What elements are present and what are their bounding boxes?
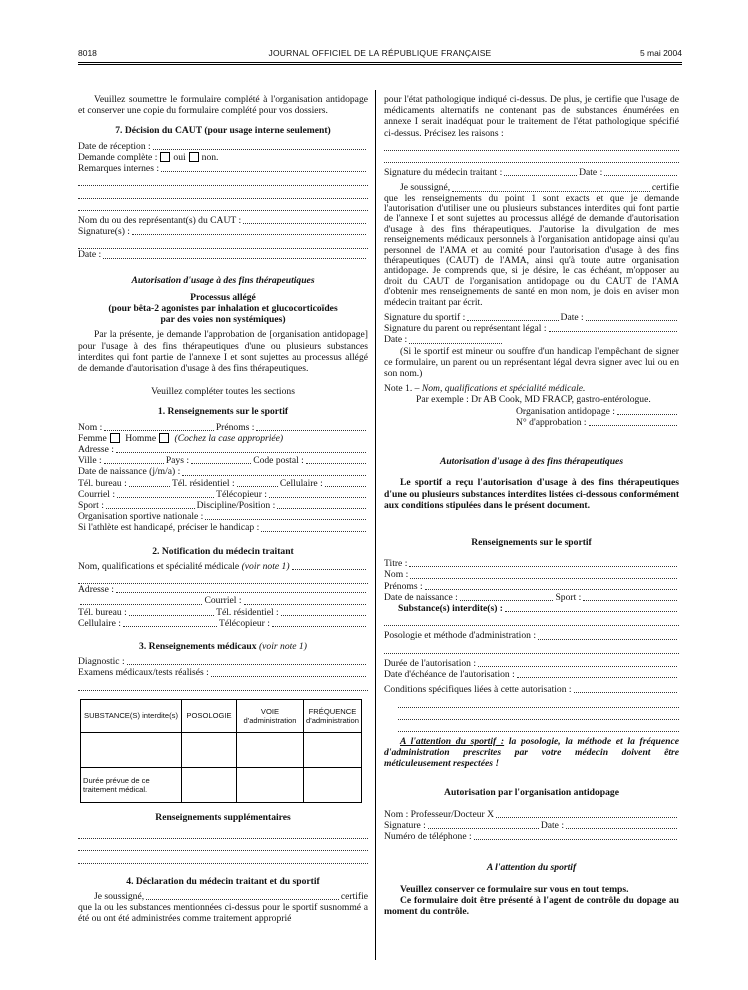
intro-text: Veuillez soumettre le formulaire complété à l'organisation antidopage et conserver une copie du formulaire complété pour vos dossiers. [78, 94, 368, 117]
note-1: Note 1. – Nom, qualifications et spécialité médicale. [384, 383, 586, 395]
org-nat-field[interactable]: Organisation sportive nationale : [78, 511, 368, 522]
journal-title: JOURNAL OFFICIEL DE LA RÉPUBLIQUE FRANÇAISE [268, 48, 492, 58]
sig-sportif-row: Signature du sportif : Date : [384, 312, 679, 323]
page-header [78, 46, 682, 60]
left-column [78, 94, 368, 924]
aut-org-title: Autorisation par l'organisation antidopage [444, 787, 619, 799]
adresse2-field[interactable]: Adresse : [78, 584, 368, 595]
ville-row: Ville : Pays : Code postal : [78, 455, 368, 466]
telecopieur2-input[interactable] [272, 618, 366, 627]
nom-prof-field[interactable]: Nom : Professeur/Docteur X [384, 809, 679, 820]
table-row [81, 767, 362, 802]
section-2-title: 2. Notification du médecin traitant [152, 545, 294, 557]
homme-checkbox[interactable] [159, 433, 169, 443]
cell-voie[interactable] [237, 732, 304, 767]
cont-text: pour l'état pathologique indiqué ci-dessus. De plus, je certifie que l'usage de médicaments alternatifs ne contenant pas de substances énumérées en annexe I serait inadéquat pour le traitement de l'état pathologique spécifié ci-dessus. Précisez les raisons : [384, 94, 679, 139]
sport-row: Sport : Discipline/Position : [78, 500, 368, 511]
column-divider [375, 90, 376, 960]
femme-checkbox[interactable] [110, 433, 120, 443]
cell-substance[interactable] [81, 732, 182, 767]
remarques-line[interactable] [78, 174, 368, 186]
discipline-input[interactable] [277, 500, 366, 509]
num-approbation-field[interactable]: N° d'approbation : [384, 417, 679, 428]
adresse-field[interactable]: Adresse : [78, 444, 368, 455]
sport-input-right[interactable] [583, 592, 677, 601]
tel2-row: Tél. bureau : Tél. résidentiel : [78, 607, 368, 618]
cell-frequence[interactable] [304, 732, 362, 767]
recu-text: Le sportif a reçu l'autorisation d'usage à des fins thérapeutiques d'une ou plusieurs substances interdites listées ci-dessous conformément aux conditions stipulées dans le présent document. [384, 477, 680, 511]
titre-field[interactable]: Titre : [384, 558, 679, 569]
date-sportif-input[interactable] [586, 312, 677, 321]
pays-input[interactable] [191, 455, 251, 464]
nom-prenoms-row: Nom : Prénoms : [78, 422, 368, 433]
tel-res2-input[interactable] [281, 607, 366, 616]
tel-res-input[interactable] [237, 478, 278, 487]
naissance-sport-row: Date de naissance : Sport : [384, 592, 679, 603]
naissance-field[interactable]: Date de naissance (j/m/a) : [78, 466, 368, 477]
proc-title: Processus allégé [190, 291, 256, 303]
table-row [81, 732, 362, 767]
courriel-row: Courriel : Télécopieur : [78, 489, 368, 500]
section-1-title: 1. Renseignements sur le sportif [157, 406, 289, 418]
cellulaire-input[interactable] [325, 478, 366, 487]
prenoms-field[interactable]: Prénoms : [384, 581, 679, 592]
conditions-line[interactable] [398, 720, 679, 732]
cell-duree-posologie[interactable] [182, 767, 237, 802]
naissance-input[interactable] [460, 592, 554, 601]
issue-date: 5 mai 2004 [639, 48, 682, 58]
cell-posologie[interactable] [182, 732, 237, 767]
oui-checkbox[interactable] [160, 152, 170, 162]
table-header-row [81, 699, 362, 732]
suppl-line[interactable] [78, 851, 368, 863]
header-voie: VOIE d'administration [237, 699, 304, 732]
raisons-line[interactable] [384, 151, 679, 163]
tel-bureau2-input[interactable] [129, 607, 214, 616]
header-rule-2 [78, 64, 682, 65]
je-soussigne-field[interactable]: Je soussigné, certifie [94, 890, 368, 902]
echeance-field[interactable]: Date d'échéance de l'autorisation : [384, 669, 679, 680]
remarques-line[interactable] [78, 199, 368, 211]
examens-line[interactable] [78, 679, 368, 691]
conditions-field[interactable]: Conditions spécifiques liées à cette autorisation : [384, 684, 679, 695]
cellulaire2-input[interactable] [123, 618, 217, 627]
attention-title: A l'attention du sportif [486, 862, 577, 874]
right-column [384, 94, 679, 917]
sig-medecin-input[interactable] [504, 167, 577, 176]
page-number: 8018 [78, 48, 97, 58]
date-medecin-input[interactable] [604, 167, 677, 176]
nom-input[interactable] [104, 422, 214, 431]
cell-duree-label: Durée prévue de ce traitement médical. [81, 767, 182, 802]
nom-qualif-field[interactable]: Nom, qualifications et spécialité médicale (voir note 1) [78, 561, 368, 572]
diagnostic-field[interactable]: Diagnostic : [78, 656, 368, 667]
remarques-line[interactable] [78, 186, 368, 198]
ville-input[interactable] [104, 455, 164, 464]
aut-title-right: Autorisation d'usage à des fins thérapeutiques [439, 456, 624, 468]
prenoms-input[interactable] [256, 422, 366, 431]
suppl-line[interactable] [78, 827, 368, 839]
handicap-field[interactable]: Si l'athlète est handicapé, préciser le handicap : [78, 522, 368, 533]
telephone-field[interactable]: Numéro de téléphone : [384, 831, 679, 842]
posologie-field[interactable]: Posologie et méthode d'administration : [384, 630, 679, 641]
non-checkbox[interactable] [189, 152, 199, 162]
sig-medecin-row: Signature du médecin traitant : Date : [384, 167, 679, 178]
code-postal-input[interactable] [306, 455, 366, 464]
exemple-text: Par exemple : Dr AB Cook, MD FRACP, gastro-entérologue. [416, 394, 651, 406]
section-7-title: 7. Décision du CAUT (pour usage interne seulement) [115, 125, 331, 137]
conditions-line[interactable] [398, 708, 679, 720]
suppl-line[interactable] [78, 839, 368, 851]
courriel2-field[interactable]: Courriel : [78, 595, 368, 606]
signature-row: Signature : Date : [384, 820, 679, 831]
conserver-text: Veuillez conserver ce formulaire sur vous en tout temps. [400, 883, 629, 895]
proc-subtitle-2: par des voies non systémiques) [160, 314, 286, 326]
sexe-row: Femme Homme (Cochez la case appropriée) [78, 432, 284, 444]
courriel-input[interactable] [117, 489, 214, 498]
mineur-text: (Si le sportif est mineur ou souffre d'un handicap l'empêchant de signer ce formulaire, un parent ou un représentant légal devra signer avec lui ou en son nom.) [384, 345, 679, 380]
section-4-title: 4. Déclaration du médecin traitant et du sportif [126, 875, 320, 887]
completer-text: Veuillez compléter toutes les sections [151, 386, 295, 398]
nom-caut-field[interactable]: Nom du ou des représentant(s) du CAUT : [78, 215, 368, 226]
section-3-title: 3. Renseignements médicaux (voir note 1) [139, 641, 307, 653]
presenter-text: Ce formulaire doit être présenté à l'agent de contrôle du dopage au moment du contrôle. [384, 894, 679, 917]
rens-title: Renseignements sur le sportif [471, 536, 592, 548]
attention-warning: A l'attention du sportif : la posologie, la méthode et la fréquence d'administration prescrites par votre médecin doivent être méticuleusement respectées ! [384, 735, 679, 770]
substances-line[interactable] [384, 614, 679, 626]
posologie-line[interactable] [384, 642, 679, 654]
tel-bureau-input[interactable] [129, 478, 170, 487]
signatures-field[interactable]: Signature(s) : [78, 226, 368, 237]
examens-field[interactable]: Examens médicaux/tests réalisés : [78, 667, 368, 678]
aut-title: Autorisation d'usage à des fins thérapeutiques [131, 274, 315, 286]
header-substance: SUBSTANCE(S) interdite(s) [81, 699, 182, 732]
duree-field[interactable]: Durée de l'autorisation : [384, 658, 679, 669]
raisons-line[interactable] [384, 139, 679, 151]
cell-duree-voie[interactable] [237, 767, 304, 802]
cell2-row: Cellulaire : Télécopieur : [78, 618, 368, 629]
cell-duree-frequence[interactable] [304, 767, 362, 802]
signatures-line[interactable] [78, 237, 368, 249]
date-parent-field[interactable]: Date : [384, 334, 504, 345]
sig-sportif-input[interactable] [467, 312, 558, 321]
header-rule [78, 62, 682, 63]
tel-row: Tél. bureau : Tél. résidentiel : Cellulaire : [78, 478, 368, 489]
nom-qualif-line[interactable] [78, 572, 368, 584]
header-posologie: POSOLOGIE [182, 699, 237, 732]
remarques-field[interactable]: Remarques internes : [78, 163, 368, 174]
substances-field[interactable]: Substance(s) interdite(s) : [384, 603, 679, 614]
header-frequence: FRÉQUENCE d'administration [304, 699, 362, 732]
conditions-line[interactable] [398, 695, 679, 707]
signature-input[interactable] [428, 820, 539, 829]
je-soussigne-right-field[interactable]: Je soussigné, certifie [400, 182, 679, 194]
substances-table [80, 699, 362, 803]
nom-field[interactable]: Nom : [384, 569, 679, 580]
suppl-title: Renseignements supplémentaires [155, 811, 291, 823]
proc-subtitle: (pour bêta-2 agonistes par inhalation et glucocorticoïdes [108, 302, 338, 314]
date-org-input[interactable] [566, 820, 677, 829]
s4-text: que la ou les substances mentionnées ci-dessus pour le sportif susnommé a été ou ont été administrées comme traitement approprié [78, 902, 368, 925]
date-field[interactable]: Date : [78, 249, 368, 260]
proc-text: Par la présente, je demande l'approbation de [organisation antidopage] pour l'usage à des fins thérapeutiques d'une ou plusieurs substances interdites qui font partie de l'annexe I et sont sujettes au processus allégé de demande d'autorisation d'usage à des fins thérapeutiques. [78, 329, 368, 374]
date-reception-field[interactable]: Date de réception : [78, 141, 368, 152]
decl-text: que les renseignements du point 1 sont exacts et que je demande l'autorisation d'utiliser une ou plusieurs substances interdites qui font partie de l'annexe I et sont sujettes au processus allégé de demande d'autorisation d'usage à des fins thérapeutiques. J'autorise la divulgation de mes renseignements médicaux personnels à l'organisation antidopage ainsi qu'au personnel de l'AMA et au comité pour l'autorisation d'usage à des fins thérapeutiques (CAUT) de l'AMA, ainsi qu'à toute autre organisation antidopage. Je comprends que, si je désire, le cas échéant, m'opposer au droit du CAUT de l'organisation antidopage ou du CAUT de l'AMA d'obtenir mes renseignements de santé en mon nom, je dois en aviser mon médecin traitant par écrit. [384, 192, 679, 308]
org-antidopage-field[interactable]: Organisation antidopage : [384, 406, 679, 417]
sport-input[interactable] [106, 500, 195, 509]
telecopieur-input[interactable] [269, 489, 366, 498]
sig-parent-field[interactable]: Signature du parent ou représentant légal : [384, 323, 679, 334]
demande-complete-field: Demande complète : oui non. [78, 151, 219, 163]
